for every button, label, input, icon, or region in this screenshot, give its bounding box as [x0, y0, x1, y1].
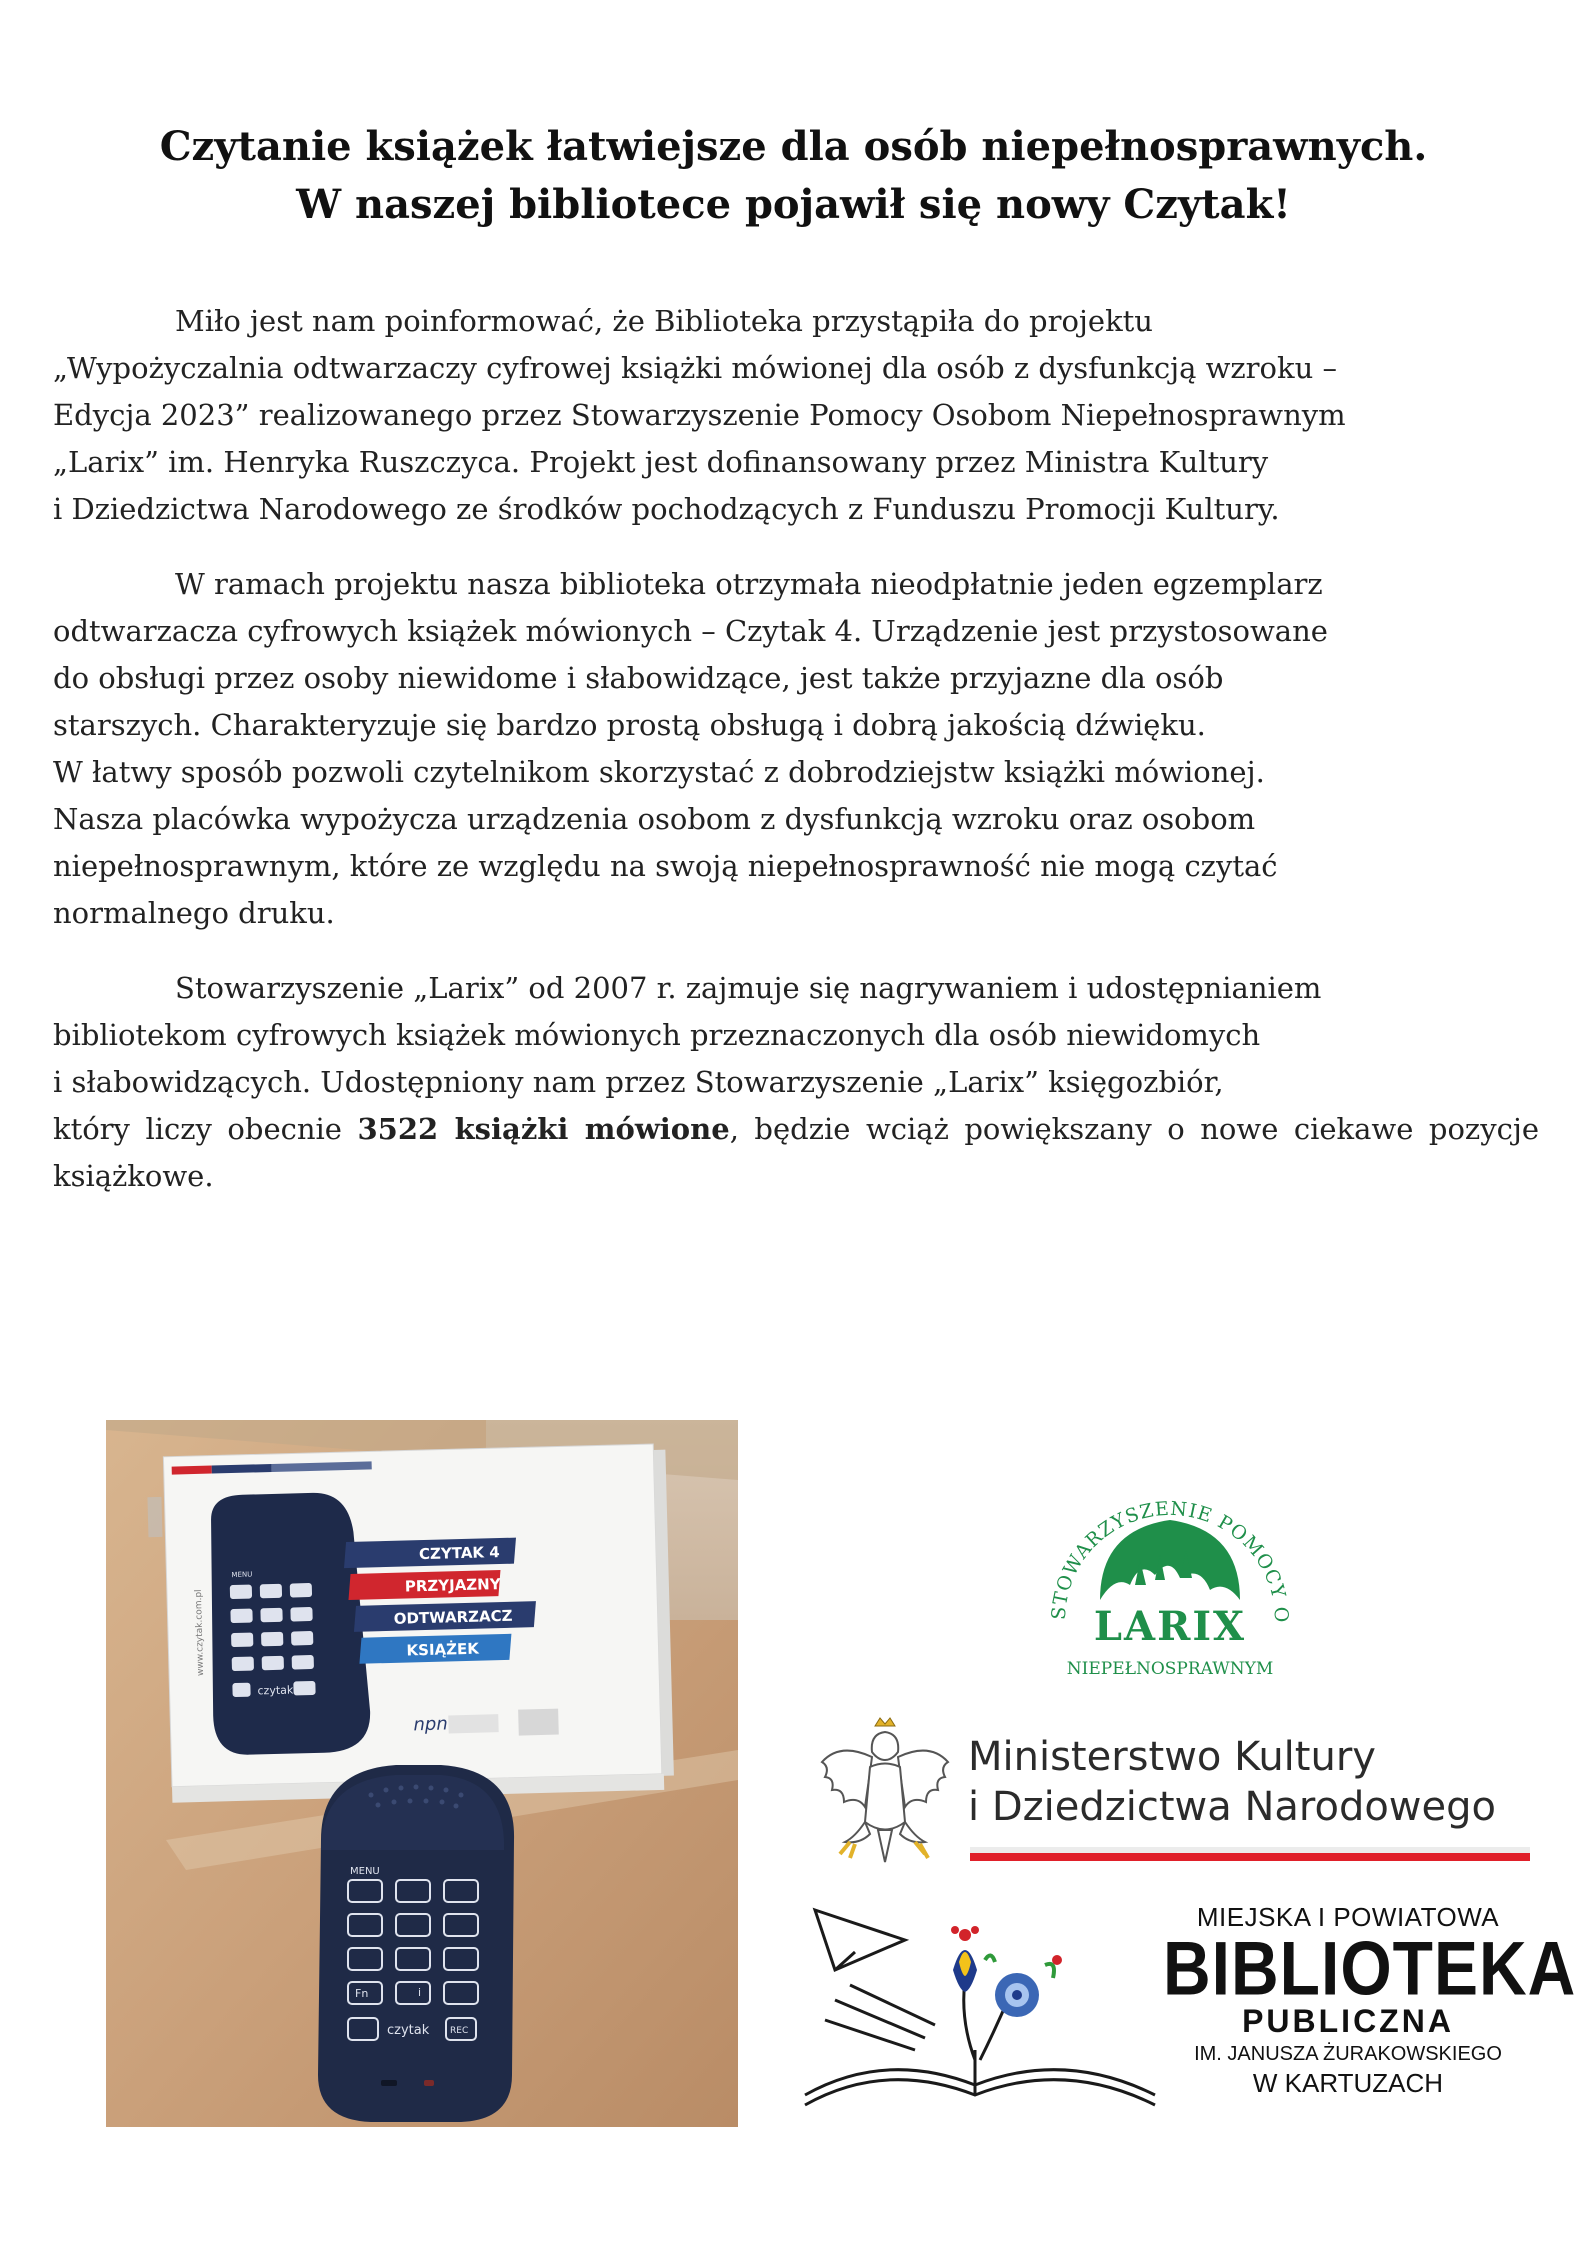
white-eagle-icon	[810, 1712, 960, 1872]
czytak-device-photo	[106, 1420, 738, 2127]
ministry-line-1: Ministerstwo Kultury	[968, 1734, 1376, 1780]
box-label-przyjazny: PRZYJAZNY	[404, 1575, 501, 1596]
box-label-ksiazek: KSIĄŻEK	[406, 1639, 480, 1660]
paragraph-line: niepełnosprawnym, które ze względu na swoją niepełnosprawność nie mogą czytać	[53, 849, 1278, 883]
paragraph-line: Edycja 2023” realizowanego przez Stowarzyszenie Pomocy Osobom Niepełnosprawnym	[53, 398, 1346, 432]
device-fn-label: Fn	[355, 1987, 369, 2000]
paragraph-2	[53, 561, 1539, 937]
title-line-2: W naszej bibliotece pojawił się nowy Czytak!	[296, 181, 1291, 228]
larix-logo	[1040, 1460, 1300, 1680]
device-menu-label: MENU	[350, 1866, 380, 1877]
box-url: www.czytak.com.pl	[193, 1589, 207, 1677]
larix-arc-text: STOWARZYSZENIE POMOCY O	[1047, 1497, 1293, 1624]
paragraph-line: Stowarzyszenie „Larix” od 2007 r. zajmuje się nagrywaniem i udostępnianiem	[175, 971, 1322, 1005]
ministry-logo	[810, 1712, 1540, 1872]
larix-bottom-text: NIEPEŁNOSPRAWNYM	[1066, 1659, 1274, 1679]
paragraph-line: normalnego druku.	[53, 896, 335, 930]
paragraph-line-justified	[53, 1106, 1539, 1200]
library-line-4: IM. JANUSZA ŻURAKOWSKIEGO	[1194, 2043, 1502, 2065]
paragraph-line: Miło jest nam poinformować, że Biblioteka przystąpiła do projektu	[175, 304, 1153, 338]
paragraph-3	[53, 965, 1539, 1200]
device-brand: czytak	[387, 2023, 430, 2038]
paragraph-line: Nasza placówka wypożycza urządzenia osobom z dysfunkcją wzroku oraz osobom	[53, 802, 1256, 836]
library-line-1: MIEJSKA I POWIATOWA	[1196, 1902, 1500, 1932]
paragraph-line: W ramach projektu nasza biblioteka otrzymała nieodpłatnie jeden egzemplarz	[175, 567, 1323, 601]
ministry-line-2: i Dziedzictwa Narodowego	[968, 1784, 1496, 1830]
larix-name: LARIX	[1093, 1603, 1247, 1650]
book-count-highlight: 3522 książki mówione	[357, 1112, 730, 1146]
paragraph-line: „Larix” im. Henryka Ruszczyca. Projekt jest dofinansowany przez Ministra Kultury	[53, 445, 1269, 479]
library-logo	[795, 1900, 1577, 2110]
library-line-3: PUBLICZNA	[1242, 2003, 1454, 2039]
paragraph-line: „Wypożyczalnia odtwarzaczy cyfrowej książki mówionej dla osób z dysfunkcją wzroku –	[53, 351, 1337, 385]
device-info-label: i	[418, 1986, 422, 1999]
library-line-2: BIBLIOTEKA	[1163, 1925, 1577, 2011]
document-title	[60, 118, 1527, 234]
box-label-czytak: CZYTAK 4	[418, 1543, 500, 1564]
paragraph-line: W łatwy sposób pozwoli czytelnikom skorzystać z dobrodziejstw książki mówionej.	[53, 755, 1265, 789]
paragraph-line: odtwarzacza cyfrowych książek mówionych – Czytak 4. Urządzenie jest przystosowane	[53, 614, 1328, 648]
title-line-1: Czytanie książek łatwiejsze dla osób niepełnosprawnych.	[159, 123, 1428, 170]
box-menu-label: MENU	[231, 1570, 253, 1580]
text-run: który liczy obecnie	[53, 1112, 358, 1146]
flag-bar-red	[970, 1853, 1530, 1861]
text-run: , będzie wciąż powiększany o nowe ciekawe pozycje książkowe.	[53, 1112, 1539, 1193]
paragraph-line: starszych. Charakteryzuje się bardzo prostą obsługą i dobrą jakością dźwięku.	[53, 708, 1206, 742]
book-flower-icon	[795, 1900, 1175, 2110]
box-brand-npn: npn	[413, 1713, 448, 1736]
paragraph-1	[53, 298, 1539, 533]
box-device-brand: czytak	[257, 1683, 294, 1698]
ministry-name	[968, 1732, 1496, 1832]
paragraph-line: bibliotekom cyfrowych książek mówionych przeznaczonych dla osób niewidomych	[53, 1018, 1261, 1052]
box-label-odtwarzacz: ODTWARZACZ	[393, 1606, 513, 1628]
library-line-5: W KARTUZACH	[1252, 2068, 1444, 2098]
article-body	[53, 298, 1539, 1228]
paragraph-line: i słabowidzących. Udostępniony nam przez Stowarzyszenie „Larix” księgozbiór,	[53, 1065, 1224, 1099]
paragraph-line: i Dziedzictwa Narodowego ze środków pochodzących z Funduszu Promocji Kultury.	[53, 492, 1280, 526]
library-name	[1163, 1900, 1577, 2098]
device-rec-label: REC	[450, 2026, 469, 2036]
paragraph-line: do obsługi przez osoby niewidome i słabowidzące, jest także przyjazne dla osób	[53, 661, 1224, 695]
